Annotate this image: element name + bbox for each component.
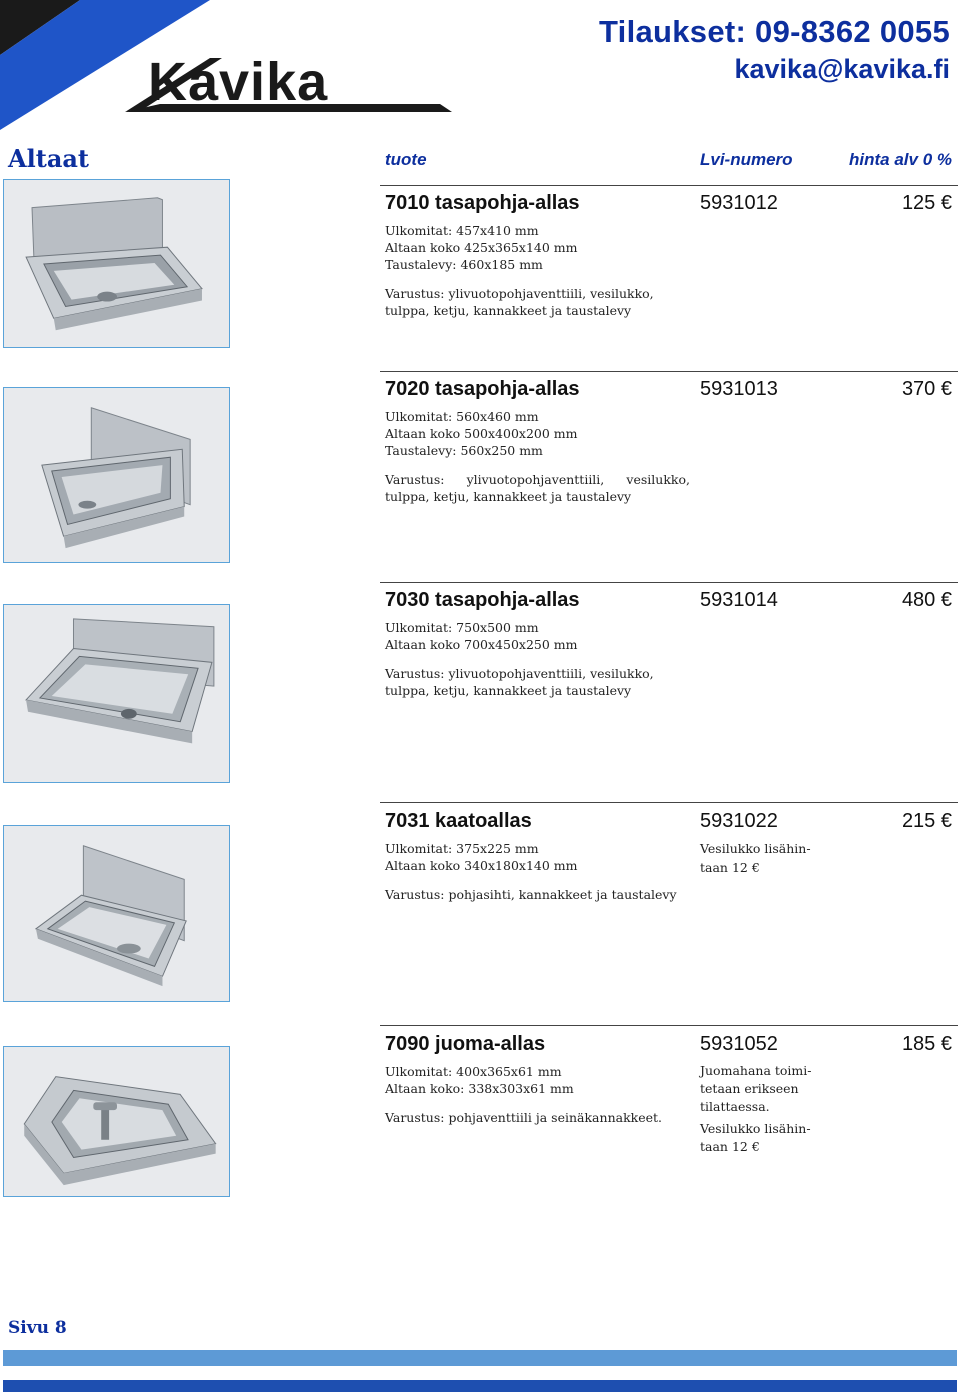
product-specs	[385, 1063, 662, 1126]
product-photo-7010	[3, 179, 230, 348]
contact-email[interactable]: kavika@kavika.fi	[734, 54, 950, 84]
product-specs	[385, 840, 677, 903]
brand-wordmark: Kavika	[148, 52, 329, 112]
sink-photo-icon	[4, 605, 229, 782]
equipment-line	[385, 471, 690, 488]
note-line: Vesilukko lisähin-	[700, 841, 811, 856]
kavika-logo	[0, 0, 460, 130]
equipment-line: Varustus: ylivuotopohjaventtiili, vesilukko,	[385, 666, 654, 681]
note-line: tilattaessa.	[700, 1099, 770, 1114]
order-phone: Tilaukset: 09-8362 0055	[598, 14, 950, 49]
section-title: Altaat	[8, 144, 90, 173]
row-divider	[380, 1025, 958, 1026]
product-lvi: 5931012	[700, 192, 778, 214]
note-line: tetaan erikseen	[700, 1081, 799, 1096]
note-line: taan 12 €	[700, 860, 760, 875]
product-photo-7031	[3, 825, 230, 1002]
spec-line: Taustalevy: 560x250 mm	[385, 443, 543, 458]
product-specs	[385, 408, 690, 505]
equipment-line: tulppa, ketju, kannakkeet ja taustalevy	[385, 489, 632, 504]
product-name: 7031 kaatoallas	[385, 810, 532, 832]
product-photo-7030	[3, 604, 230, 783]
row-divider	[380, 185, 958, 186]
product-name: 7030 tasapohja-allas	[385, 589, 580, 611]
sink-photo-icon	[4, 826, 229, 1001]
footer-stripe-gap	[3, 1366, 957, 1380]
equipment-word: vesilukko,	[626, 472, 690, 487]
note-line: Juomahana toimi-	[700, 1063, 812, 1078]
spec-line: Altaan koko 500x400x200 mm	[385, 426, 578, 441]
equipment-word: Varustus:	[385, 472, 445, 487]
equipment-line: Varustus: pohjaventtiili ja seinäkannakkeet.	[385, 1110, 663, 1125]
product-name: 7010 tasapohja-allas	[385, 192, 580, 214]
spec-line: Ulkomitat: 560x460 mm	[385, 409, 539, 424]
product-price: 185 €	[901, 1033, 952, 1055]
product-specs	[385, 222, 654, 319]
product-note	[700, 839, 830, 877]
footer-stripe-light	[3, 1350, 957, 1366]
spec-line: Altaan koko 340x180x140 mm	[385, 858, 578, 873]
note-line: taan 12 €	[700, 1139, 760, 1154]
spec-line: Ulkomitat: 375x225 mm	[385, 841, 539, 856]
spec-line: Ulkomitat: 457x410 mm	[385, 223, 539, 238]
product-name: 7020 tasapohja-allas	[385, 378, 580, 400]
footer-stripe-dark	[3, 1380, 957, 1392]
page-number: Sivu 8	[8, 1318, 67, 1338]
product-lvi: 5931014	[700, 589, 778, 611]
product-name: 7090 juoma-allas	[385, 1033, 546, 1055]
equipment-word: ylivuotopohjaventtiili,	[466, 472, 605, 487]
equipment-line: Varustus: pohjasihti, kannakkeet ja taustalevy	[385, 887, 677, 902]
product-specs	[385, 619, 654, 699]
sink-photo-icon	[4, 1047, 229, 1196]
spec-line: Ulkomitat: 400x365x61 mm	[385, 1064, 562, 1079]
row-divider	[380, 802, 958, 803]
equipment-line: tulppa, ketju, kannakkeet ja taustalevy	[385, 683, 632, 698]
column-header-product: tuote	[385, 150, 427, 169]
row-divider	[380, 371, 958, 372]
note-line: Vesilukko lisähin-	[700, 1121, 811, 1136]
spec-line: Ulkomitat: 750x500 mm	[385, 620, 539, 635]
product-price: 215 €	[901, 810, 952, 832]
product-photo-7020	[3, 387, 230, 563]
spec-line: Altaan koko 425x365x140 mm	[385, 240, 578, 255]
sink-photo-icon	[4, 388, 229, 562]
product-note	[700, 1062, 830, 1156]
product-lvi: 5931022	[700, 810, 778, 832]
sink-photo-icon	[4, 180, 229, 347]
equipment-line: tulppa, ketju, kannakkeet ja taustalevy	[385, 303, 632, 318]
product-price: 370 €	[901, 378, 952, 400]
product-lvi: 5931052	[700, 1033, 778, 1055]
row-divider	[380, 582, 958, 583]
product-price: 125 €	[901, 192, 952, 214]
contact-info	[599, 14, 950, 86]
product-lvi: 5931013	[700, 378, 778, 400]
equipment-line: Varustus: ylivuotopohjaventtiili, vesilukko,	[385, 286, 654, 301]
column-header-lvi: Lvi-numero	[700, 150, 793, 169]
spec-line: Altaan koko 700x450x250 mm	[385, 637, 578, 652]
spec-line: Taustalevy: 460x185 mm	[385, 257, 543, 272]
product-price: 480 €	[901, 589, 952, 611]
spec-line: Altaan koko: 338x303x61 mm	[385, 1081, 574, 1096]
product-photo-7090	[3, 1046, 230, 1197]
column-header-price: hinta alv 0 %	[849, 150, 952, 169]
